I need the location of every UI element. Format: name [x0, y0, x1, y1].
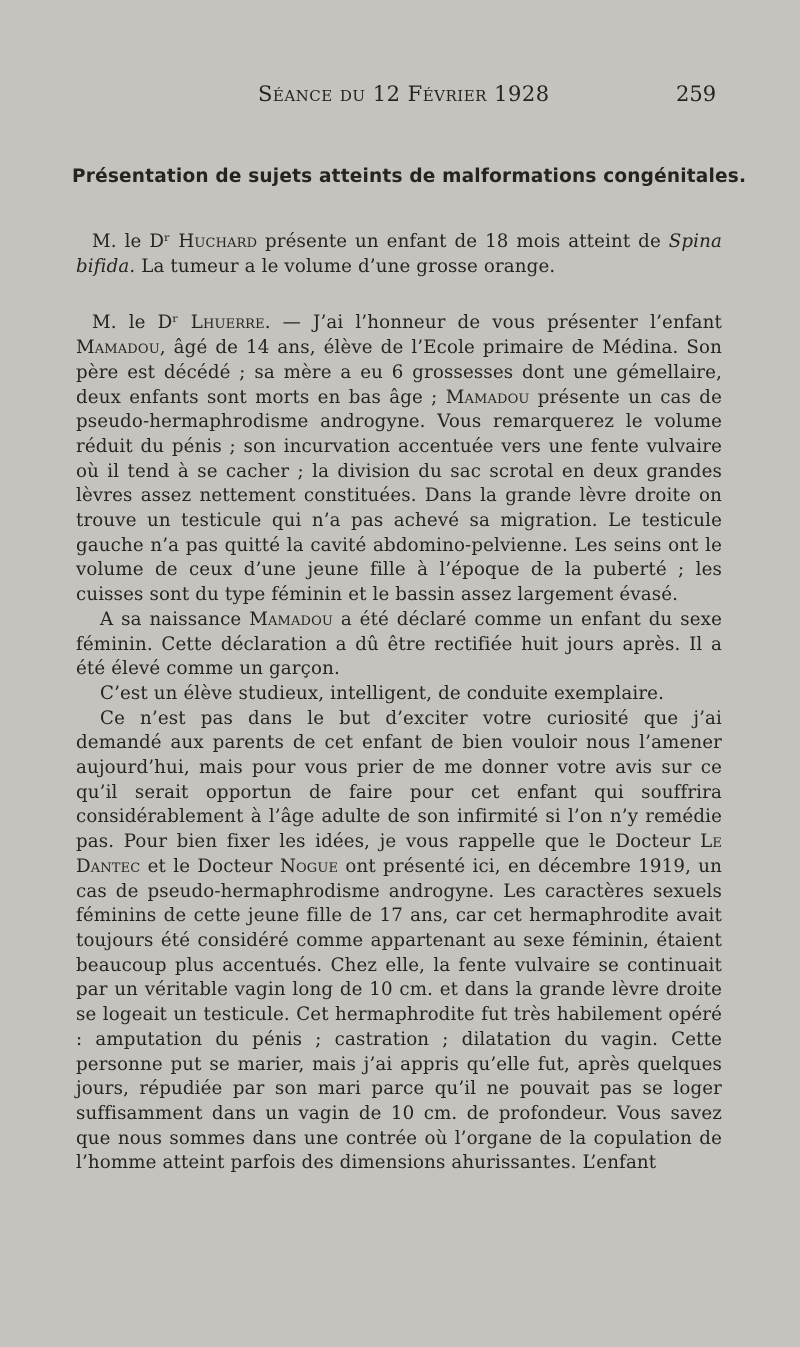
text-run: a été déclaré comme un enfant du sexe féminin. Cette déclaration a dû être rectifiée huit jours après. Il a été élevé comme un garçon. [76, 608, 722, 680]
running-head-title: Séance du 12 Février 1928 [258, 82, 550, 106]
text-run: A sa naissance [100, 608, 250, 630]
page-number: 259 [676, 82, 717, 106]
text-run: , âgé de 14 ans, élève de l’Ecole primaire de Médina. Son père est décédé ; sa mère a eu 6 grossesses dont une gémellaire, deux enfants sont morts en bas âge ; [76, 337, 722, 408]
italic-term: Spina bifida. [76, 231, 722, 277]
author-name: Nogue [279, 855, 339, 877]
patient-name: Mamadou [445, 386, 530, 408]
text-run: présente un cas de pseudo-hermaphrodisme androgyne. Vous remarquerez le volume réduit du pénis ; son incurvation accentuée vers une fente vulvaire où il tend à se cacher ; la division du sac scrotal en deux grandes lèvres assez nettement constituées. Dans la grande lèvre droite on trouve un testicule qui n’a pas achevé sa migration. Le testicule gauche n’a pas quitté la cavité abdomino-pelvienne. Les seins ont le volume de ceux d’une jeune fille à l’époque de la puberté ; les cuisses sont du type féminin et le bassin assez largement évasé. [76, 386, 722, 606]
patient-name: Mamadou [76, 337, 160, 359]
author-name: Le Dantec [76, 831, 722, 877]
paragraph-request [76, 707, 722, 1176]
text-run: M. le Dʳ [92, 231, 179, 252]
running-head [0, 82, 800, 108]
author-name: Huchard [178, 231, 258, 252]
text-run: présente un enfant de 18 mois atteint de [257, 231, 669, 252]
paragraph-lhuerre [76, 311, 722, 607]
author-name: Lhuerre. [190, 312, 271, 334]
body-text [76, 230, 722, 1176]
text-run: La tumeur a le volume d’une grosse orange. [135, 255, 556, 277]
paragraph-birth [76, 608, 722, 682]
text-run: ont présenté ici, en décembre 1919, un cas de pseudo-hermaphrodisme androgyne. Les caractères sexuels féminins de cette jeune fille de 17 ans, car cet hermaphrodite avait toujours été considéré comme appartenant au sexe féminin, étaient beaucoup plus accentués. Chez elle, la fente vulvaire se continuait par un véritable vagin long de 10 cm. et dans la grande lèvre droite se logeait un testicule. Cet hermaphrodite fut très habilement opéré : amputation du pénis ; castration ; dilatation du vagin. Cette personne put se marier, mais j’ai appris qu’elle fut, après quelques jours, répudiée par son mari parce qu’il ne pouvait pas se loger suffisamment dans un vagin de 10 cm. de profondeur. Vous savez que nous sommes dans une contrée où l’organe de la copulation de l’homme atteint parfois des dimensions ahurissantes. L’enfant [76, 855, 722, 1174]
text-run: C’est un élève studieux, intelligent, de conduite exemplaire. [100, 682, 665, 704]
section-heading: Présentation de sujets atteints de malformations congénitales. [72, 166, 747, 187]
paragraph-huchard [76, 230, 722, 279]
text-run: Ce n’est pas dans le but d’exciter votre curiosité que j’ai demandé aux parents de cet enfant de bien vouloir nous l’amener aujourd’hui, mais pour vous prier de me donner votre avis sur ce qu’il serait opportun de faire pour cet enfant qui souffrira considérablement à l’âge adulte de son infirmité si l’on n’y remédie pas. Pour bien fixer les idées, je vous rappelle que le Docteur [76, 707, 722, 853]
text-run: et le Docteur [140, 855, 280, 877]
paragraph-student [76, 682, 722, 707]
text-run: — J’ai l’honneur de vous présenter l’enfant [270, 312, 722, 334]
patient-name: Mamadou [249, 608, 333, 630]
text-run: M. le Dʳ [92, 312, 191, 334]
